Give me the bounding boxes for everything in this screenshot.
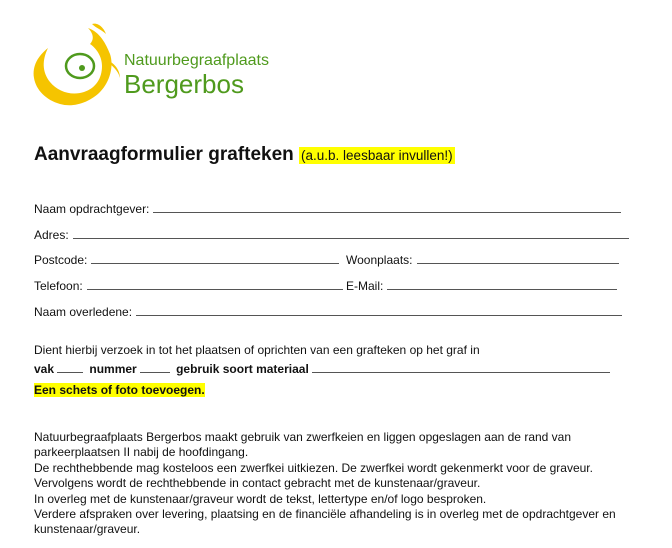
page-title xyxy=(34,144,455,166)
vak-label: vak xyxy=(34,362,55,376)
input-overledene[interactable] xyxy=(136,314,622,316)
input-adres[interactable] xyxy=(73,237,629,239)
info-line: parkeerplaatsen II nabij de hoofdingang. xyxy=(34,445,249,460)
label-woonplaats: Woonplaats: xyxy=(346,253,413,267)
label-postcode: Postcode: xyxy=(34,253,88,267)
sketch-note-row xyxy=(34,383,205,397)
input-opdrachtgever[interactable] xyxy=(153,211,621,213)
info-line: Verdere afspraken over levering, plaatsing en de financiële afhandeling is in overleg met de opdrachtgever en xyxy=(34,507,616,522)
request-text: Dient hierbij verzoek in tot het plaatsen of oprichten van een grafteken op het graf in xyxy=(34,343,480,357)
info-line: In overleg met de kunstenaar/graveur wordt de tekst, lettertype en/of logo besproken. xyxy=(34,491,487,506)
field-postcode xyxy=(34,253,339,267)
input-vak[interactable] xyxy=(57,371,83,373)
info-section xyxy=(34,430,664,538)
info-line: De rechthebbende mag kosteloos een zwerfkei uitkiezen. De zwerfkei wordt gekenmerkt voor de graveur. xyxy=(34,460,593,475)
label-adres: Adres: xyxy=(34,228,69,242)
title-text: Aanvraagformulier grafteken xyxy=(34,144,294,165)
input-telefoon[interactable] xyxy=(87,288,343,290)
nummer-label: nummer xyxy=(89,362,137,376)
grave-details-row xyxy=(34,362,613,376)
logo-text xyxy=(124,52,269,98)
info-line: kunstenaar/graveur. xyxy=(34,522,141,537)
title-note: (a.u.b. leesbaar invullen!) xyxy=(301,148,453,163)
input-postcode[interactable] xyxy=(91,262,339,264)
input-nummer[interactable] xyxy=(140,371,170,373)
label-email: E-Mail: xyxy=(346,279,384,293)
input-woonplaats[interactable] xyxy=(417,262,619,264)
sketch-note: Een schets of foto toevoegen. xyxy=(34,383,205,397)
label-telefoon: Telefoon: xyxy=(34,279,83,293)
input-email[interactable] xyxy=(387,288,617,290)
field-overledene xyxy=(34,305,622,319)
input-materiaal[interactable] xyxy=(312,371,610,373)
field-opdrachtgever xyxy=(34,202,621,216)
materiaal-label: gebruik soort materiaal xyxy=(176,362,309,376)
logo-line1: Natuurbegraafplaats xyxy=(124,52,269,69)
field-email xyxy=(346,279,617,293)
label-overledene: Naam overledene: xyxy=(34,305,133,319)
label-opdrachtgever: Naam opdrachtgever: xyxy=(34,202,150,216)
info-line: Vervolgens wordt de rechthebbende in contact gebracht met de kunstenaar/graveur. xyxy=(34,476,481,491)
logo-line2: Bergerbos xyxy=(124,69,244,99)
field-adres xyxy=(34,228,629,242)
field-woonplaats xyxy=(346,253,619,267)
info-line: Natuurbegraafplaats Bergerbos maakt gebruik van zwerfkeien en liggen opgeslagen aan de rand van xyxy=(34,430,572,444)
logo xyxy=(28,20,268,120)
field-telefoon xyxy=(34,279,343,293)
logo-swirl-icon xyxy=(28,20,128,120)
